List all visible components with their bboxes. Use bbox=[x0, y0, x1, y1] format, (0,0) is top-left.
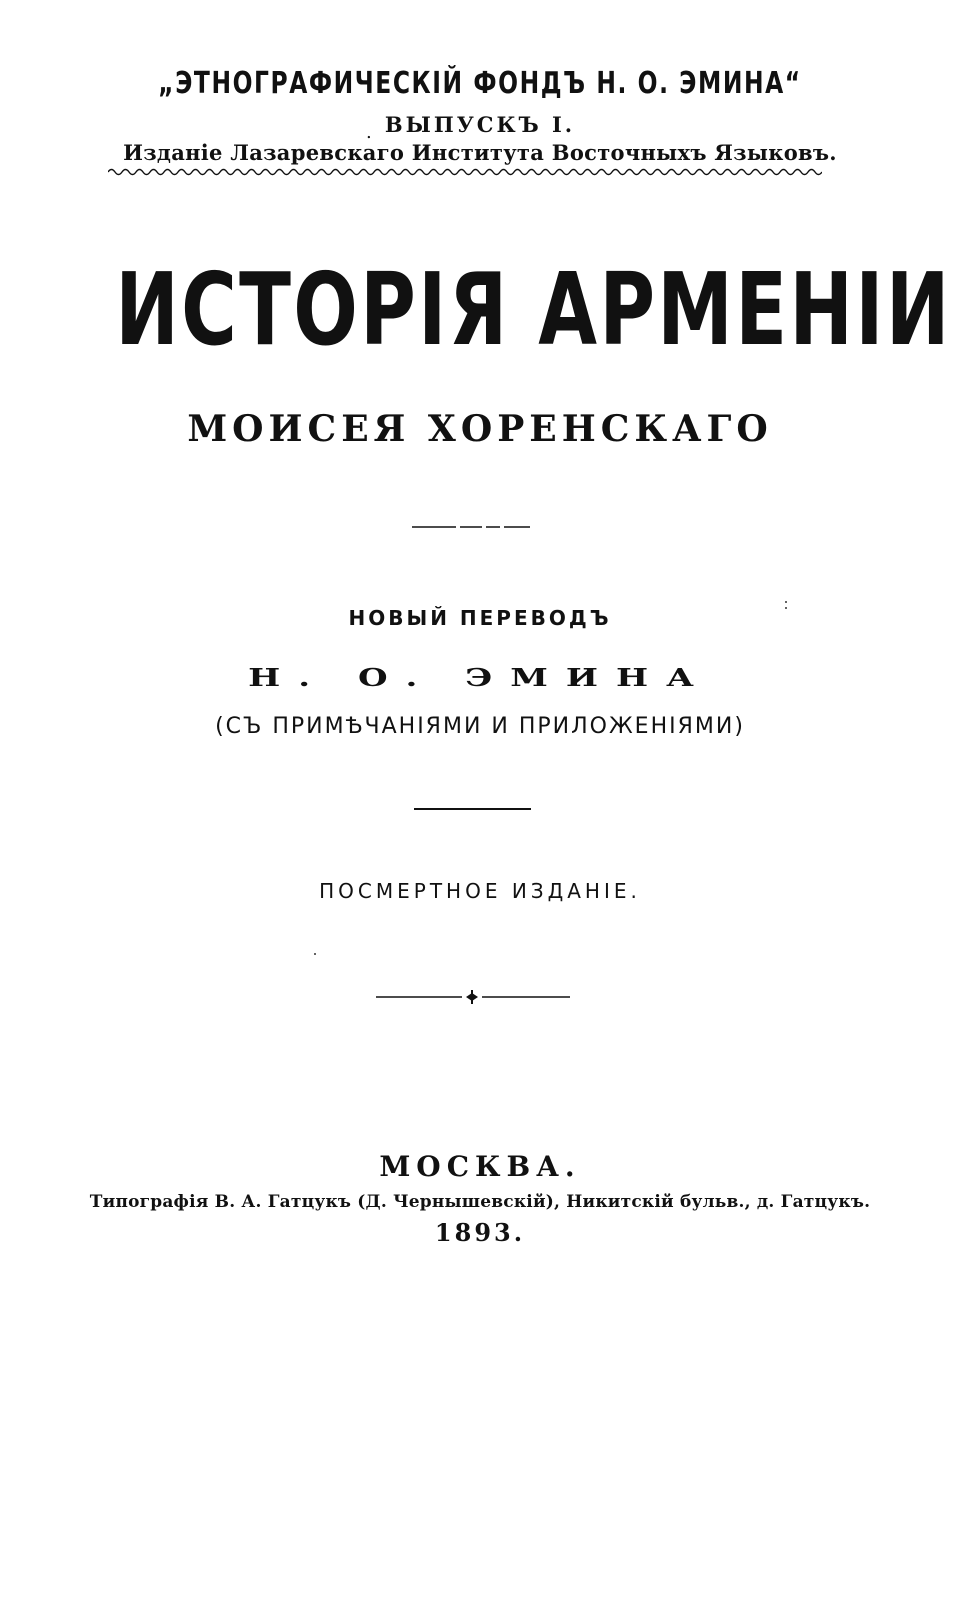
translator-name: Н. О. ЭМИНА bbox=[248, 663, 712, 693]
notes-line: (СЪ ПРИМѢЧАНІЯМИ И ПРИЛОЖЕНІЯМИ) bbox=[215, 714, 745, 739]
publisher-line: Изданіе Лазаревскаго Института Восточныхъ Языковъ. bbox=[123, 140, 837, 165]
translation-label: НОВЫЙ ПЕРЕВОДЪ bbox=[348, 606, 612, 630]
city-line: МОСКВА. bbox=[379, 1150, 581, 1183]
horizontal-rule bbox=[414, 808, 531, 810]
issue-number: ВЫПУСКЪ I. bbox=[384, 112, 576, 137]
year-line: 1893. bbox=[434, 1218, 526, 1247]
main-title: ИСТОРІЯ АРМЕНІИ bbox=[115, 251, 952, 368]
wavy-rule bbox=[108, 166, 822, 178]
edition-line: ПОСМЕРТНОЕ ИЗДАНІЕ. bbox=[319, 879, 641, 903]
print-speck bbox=[314, 953, 316, 955]
issue-dot: . bbox=[366, 122, 372, 143]
print-speck bbox=[785, 607, 787, 609]
series-title: „ЭТНОГРАФИЧЕСКІЙ ФОНДЪ Н. О. ЭМИНА“ bbox=[158, 66, 802, 101]
ornament-rule bbox=[376, 989, 570, 1005]
dashed-rule bbox=[412, 525, 530, 529]
print-speck bbox=[785, 601, 787, 603]
author-line: МОИСЕЯ ХОРЕНСКАГО bbox=[187, 408, 773, 450]
printer-line: Типографія В. А. Гатцукъ (Д. Чернышевскій), Никитскій бульв., д. Гатцукъ. bbox=[89, 1192, 871, 1212]
